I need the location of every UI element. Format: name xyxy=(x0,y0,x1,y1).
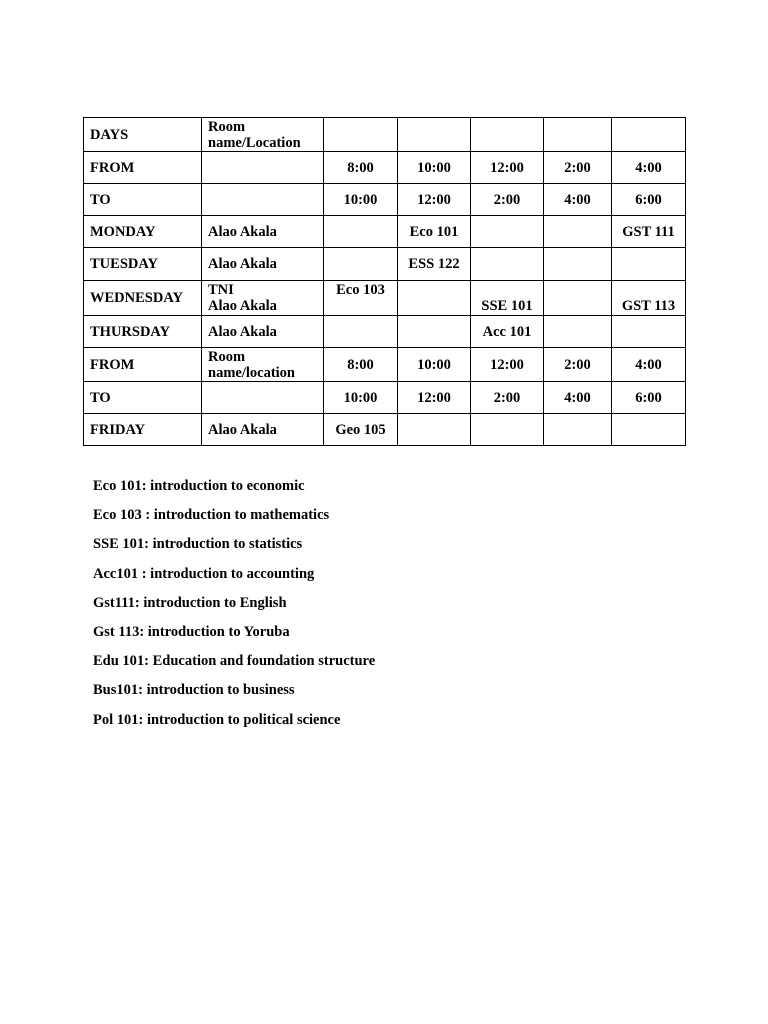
table-cell: Room name/location xyxy=(202,348,324,382)
legend-item: SSE 101: introduction to statistics xyxy=(93,536,303,553)
table-cell: 12:00 xyxy=(471,348,544,382)
room-line: TNI xyxy=(208,282,234,298)
table-cell xyxy=(398,316,471,348)
table-cell xyxy=(544,216,612,248)
table-cell xyxy=(398,414,471,446)
table-cell xyxy=(202,184,324,216)
table-cell: MONDAY xyxy=(84,216,202,248)
table-cell: FRIDAY xyxy=(84,414,202,446)
table-cell: 10:00 xyxy=(324,184,398,216)
table-cell: Alao Akala xyxy=(202,316,324,348)
table-row xyxy=(84,216,686,248)
table-cell: 10:00 xyxy=(324,382,398,414)
table-cell xyxy=(612,248,686,281)
table-cell: WEDNESDAY xyxy=(84,281,202,316)
legend-item: Eco 103 : introduction to mathematics xyxy=(93,507,330,524)
table-cell: 12:00 xyxy=(471,152,544,184)
table-cell xyxy=(324,316,398,348)
table-cell: 2:00 xyxy=(471,184,544,216)
table-cell: 6:00 xyxy=(612,184,686,216)
table-cell xyxy=(544,118,612,152)
table-cell xyxy=(202,281,324,316)
legend-item: Eco 101: introduction to economic xyxy=(93,478,305,494)
table-cell xyxy=(398,118,471,152)
course-legend xyxy=(93,477,693,740)
table-row xyxy=(84,414,686,446)
table-cell xyxy=(324,248,398,281)
table-row xyxy=(84,118,686,152)
legend-item: Acc101 : introduction to accounting xyxy=(93,565,315,582)
table-cell: 4:00 xyxy=(612,152,686,184)
table-cell xyxy=(612,118,686,152)
table-row xyxy=(84,248,686,281)
table-row xyxy=(84,316,686,348)
legend-item: Bus101: introduction to business xyxy=(93,682,295,699)
table-cell: Eco 103 xyxy=(324,281,398,316)
table-cell: 6:00 xyxy=(612,382,686,414)
table-cell xyxy=(202,382,324,414)
table-cell xyxy=(471,248,544,281)
legend-item: Gst 113: introduction to Yoruba xyxy=(93,623,290,640)
table-cell: 4:00 xyxy=(544,382,612,414)
table-cell: GST 111 xyxy=(612,216,686,248)
table-cell: Alao Akala xyxy=(202,414,324,446)
table-cell xyxy=(612,316,686,348)
table-cell: 4:00 xyxy=(544,184,612,216)
table-cell: 2:00 xyxy=(471,382,544,414)
table-cell: TUESDAY xyxy=(84,248,202,281)
timetable xyxy=(83,117,686,446)
table-cell: Alao Akala xyxy=(202,248,324,281)
table-cell: 4:00 xyxy=(612,348,686,382)
legend-item: Gst111: introduction to English xyxy=(93,594,287,611)
table-cell: SSE 101 xyxy=(471,281,544,316)
table-cell: Eco 101 xyxy=(398,216,471,248)
table-cell xyxy=(471,414,544,446)
table-cell xyxy=(471,118,544,152)
legend-item: Pol 101: introduction to political science xyxy=(93,711,341,728)
table-cell: 12:00 xyxy=(398,184,471,216)
table-cell: 8:00 xyxy=(324,348,398,382)
room-line: Alao Akala xyxy=(208,298,277,314)
table-row xyxy=(84,281,686,316)
table-row xyxy=(84,348,686,382)
table-row xyxy=(84,184,686,216)
table-cell: ESS 122 xyxy=(398,248,471,281)
table-cell: 10:00 xyxy=(398,152,471,184)
table-cell: Acc 101 xyxy=(471,316,544,348)
table-cell xyxy=(544,281,612,316)
table-cell: DAYS xyxy=(84,118,202,152)
legend-item: Edu 101: Education and foundation structure xyxy=(93,653,376,670)
table-cell: GST 113 xyxy=(612,281,686,316)
table-cell xyxy=(544,316,612,348)
table-cell xyxy=(202,152,324,184)
table-cell: FROM xyxy=(84,348,202,382)
table-cell: Geo 105 xyxy=(324,414,398,446)
table-cell xyxy=(612,414,686,446)
table-cell: TO xyxy=(84,382,202,414)
table-row xyxy=(84,382,686,414)
table-cell xyxy=(398,281,471,316)
table-cell: Alao Akala xyxy=(202,216,324,248)
table-cell: TO xyxy=(84,184,202,216)
table-cell: Room name/Location xyxy=(202,118,324,152)
table-cell xyxy=(544,248,612,281)
table-row xyxy=(84,152,686,184)
table-cell xyxy=(471,216,544,248)
table-cell: THURSDAY xyxy=(84,316,202,348)
table-cell xyxy=(544,414,612,446)
table-cell xyxy=(324,216,398,248)
table-cell: 12:00 xyxy=(398,382,471,414)
table-cell xyxy=(324,118,398,152)
table-cell: 2:00 xyxy=(544,348,612,382)
table-cell: FROM xyxy=(84,152,202,184)
table-cell: 2:00 xyxy=(544,152,612,184)
table-cell: 8:00 xyxy=(324,152,398,184)
table-cell: 10:00 xyxy=(398,348,471,382)
